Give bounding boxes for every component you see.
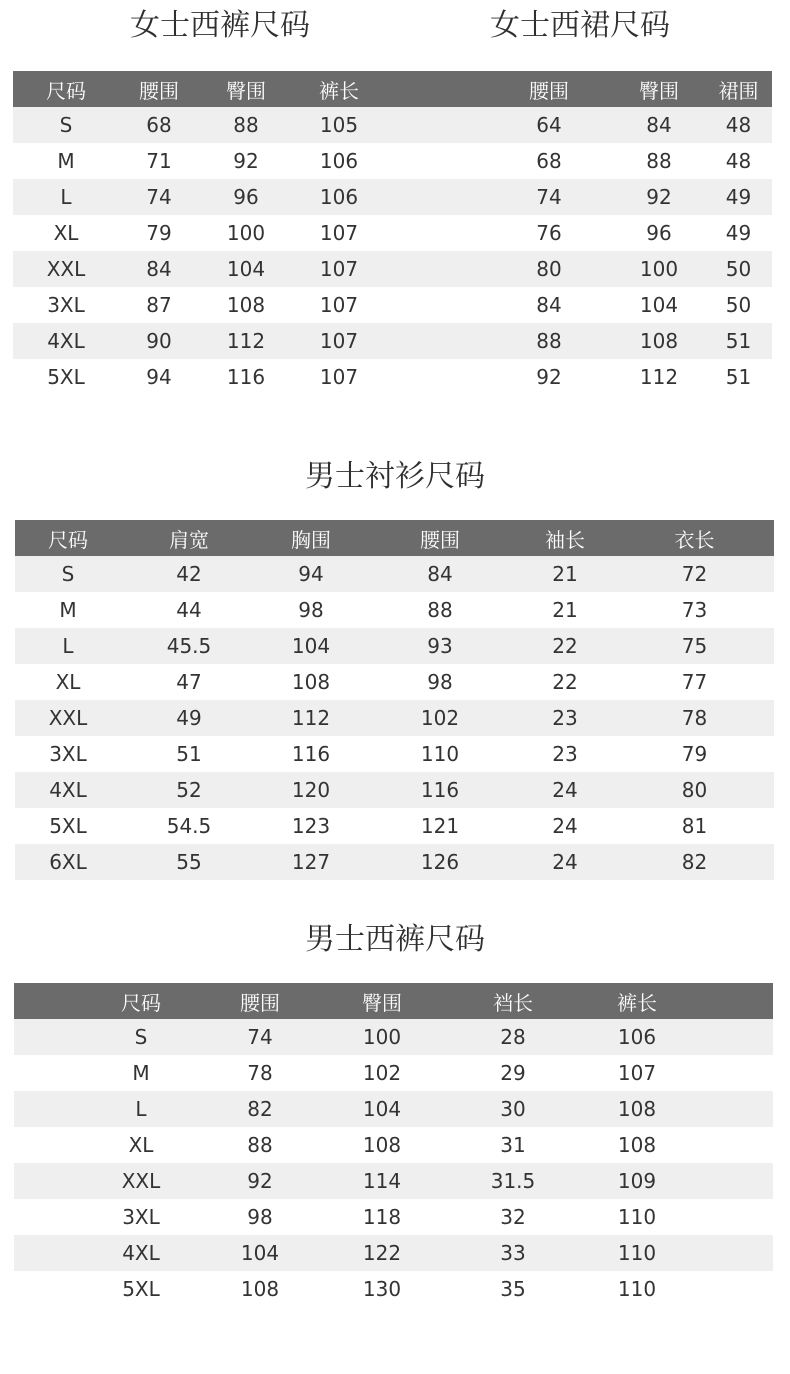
table-cell: 108: [199, 287, 293, 323]
table-cell: 106: [293, 179, 385, 215]
table-cell: 88: [199, 107, 293, 143]
header-cell: 腰围: [208, 983, 312, 1019]
table-row: [15, 736, 774, 772]
women-skirt-title: 女士西裙尺码: [490, 8, 670, 43]
table-cell: [700, 1235, 773, 1271]
table-cell: 74: [485, 179, 613, 215]
table-cell: 110: [574, 1271, 700, 1307]
women-table-header: [13, 71, 772, 107]
table-cell: [700, 1127, 773, 1163]
table-cell: 21: [515, 592, 615, 628]
table-cell: [700, 1019, 773, 1055]
table-cell: 50: [705, 251, 772, 287]
table-cell: 51: [121, 736, 257, 772]
table-cell: 50: [705, 287, 772, 323]
table-cell: 32: [452, 1199, 574, 1235]
table-cell: 75: [615, 628, 774, 664]
header-cell: 裤长: [574, 983, 700, 1019]
table-cell: [385, 143, 485, 179]
header-cell: 臀围: [312, 983, 452, 1019]
table-cell: 107: [293, 323, 385, 359]
table-cell: [14, 1055, 74, 1091]
table-cell: [700, 1199, 773, 1235]
table-row: [15, 664, 774, 700]
table-cell: XXL: [74, 1163, 208, 1199]
table-cell: 51: [705, 323, 772, 359]
table-cell: 47: [121, 664, 257, 700]
table-cell: 4XL: [15, 772, 121, 808]
women-size-table: [13, 71, 772, 395]
table-cell: 98: [208, 1199, 312, 1235]
table-cell: 114: [312, 1163, 452, 1199]
table-row: [14, 1019, 773, 1055]
table-cell: 52: [121, 772, 257, 808]
table-cell: XXL: [13, 251, 119, 287]
table-cell: XL: [15, 664, 121, 700]
table-cell: 102: [365, 700, 515, 736]
table-cell: 107: [574, 1055, 700, 1091]
table-cell: 88: [208, 1127, 312, 1163]
table-cell: [700, 1163, 773, 1199]
table-cell: [385, 215, 485, 251]
table-cell: 35: [452, 1271, 574, 1307]
table-cell: 81: [615, 808, 774, 844]
table-row: [13, 215, 772, 251]
table-cell: 112: [257, 700, 365, 736]
table-cell: 80: [485, 251, 613, 287]
table-cell: 71: [119, 143, 199, 179]
table-cell: 106: [293, 143, 385, 179]
table-cell: [385, 251, 485, 287]
table-cell: 104: [199, 251, 293, 287]
table-cell: 88: [485, 323, 613, 359]
table-row: [14, 1127, 773, 1163]
table-row: [14, 1271, 773, 1307]
table-cell: 74: [119, 179, 199, 215]
table-row: [13, 107, 772, 143]
table-cell: 31.5: [452, 1163, 574, 1199]
table-row: [14, 1199, 773, 1235]
table-cell: 92: [485, 359, 613, 395]
table-cell: 80: [615, 772, 774, 808]
table-cell: [700, 1271, 773, 1307]
table-cell: [385, 107, 485, 143]
table-cell: XL: [74, 1127, 208, 1163]
table-cell: 84: [365, 556, 515, 592]
table-cell: XL: [13, 215, 119, 251]
table-cell: 106: [574, 1019, 700, 1055]
table-cell: 82: [615, 844, 774, 880]
table-cell: 116: [365, 772, 515, 808]
table-cell: 108: [208, 1271, 312, 1307]
header-cell: 尺码: [74, 983, 208, 1019]
table-cell: 22: [515, 628, 615, 664]
table-cell: 94: [119, 359, 199, 395]
table-cell: 33: [452, 1235, 574, 1271]
table-cell: 74: [208, 1019, 312, 1055]
header-cell: 裤长: [293, 71, 385, 107]
header-cell: 肩宽: [121, 520, 257, 556]
table-cell: 24: [515, 844, 615, 880]
table-cell: S: [15, 556, 121, 592]
table-cell: 4XL: [13, 323, 119, 359]
table-cell: 112: [199, 323, 293, 359]
table-cell: 88: [365, 592, 515, 628]
table-cell: [385, 179, 485, 215]
table-cell: 64: [485, 107, 613, 143]
women-pants-title: 女士西裤尺码: [130, 8, 310, 43]
table-cell: 104: [613, 287, 705, 323]
table-cell: 5XL: [15, 808, 121, 844]
table-cell: 93: [365, 628, 515, 664]
table-row: [13, 323, 772, 359]
header-cell: 臀围: [199, 71, 293, 107]
table-cell: 110: [365, 736, 515, 772]
table-cell: 78: [615, 700, 774, 736]
table-cell: 121: [365, 808, 515, 844]
table-cell: 49: [705, 179, 772, 215]
table-cell: 23: [515, 736, 615, 772]
men-shirt-title: 男士衬衫尺码: [305, 459, 485, 494]
table-cell: 68: [119, 107, 199, 143]
table-cell: XXL: [15, 700, 121, 736]
table-cell: 92: [199, 143, 293, 179]
table-cell: 107: [293, 359, 385, 395]
header-cell: 尺码: [15, 520, 121, 556]
table-cell: 48: [705, 107, 772, 143]
table-cell: S: [13, 107, 119, 143]
table-cell: 79: [119, 215, 199, 251]
header-cell: 裙围: [705, 71, 772, 107]
table-cell: [14, 1199, 74, 1235]
table-row: [15, 808, 774, 844]
table-cell: 84: [119, 251, 199, 287]
table-row: [13, 251, 772, 287]
table-cell: 108: [574, 1127, 700, 1163]
table-cell: 110: [574, 1235, 700, 1271]
table-cell: L: [15, 628, 121, 664]
table-cell: 105: [293, 107, 385, 143]
table-cell: 77: [615, 664, 774, 700]
header-cell: 袖长: [515, 520, 615, 556]
table-cell: 104: [208, 1235, 312, 1271]
table-row: [14, 1091, 773, 1127]
table-cell: 84: [485, 287, 613, 323]
table-cell: 110: [574, 1199, 700, 1235]
table-cell: 29: [452, 1055, 574, 1091]
table-cell: L: [13, 179, 119, 215]
header-cell: [385, 71, 485, 107]
table-cell: 100: [613, 251, 705, 287]
table-cell: 96: [199, 179, 293, 215]
header-cell: 尺码: [13, 71, 119, 107]
table-cell: 90: [119, 323, 199, 359]
table-cell: [14, 1235, 74, 1271]
table-cell: 76: [485, 215, 613, 251]
table-cell: 84: [613, 107, 705, 143]
table-cell: 5XL: [13, 359, 119, 395]
table-cell: 92: [208, 1163, 312, 1199]
table-cell: [14, 1163, 74, 1199]
table-row: [14, 1163, 773, 1199]
table-cell: 3XL: [15, 736, 121, 772]
header-cell: 胸围: [257, 520, 365, 556]
table-cell: L: [74, 1091, 208, 1127]
table-row: [15, 772, 774, 808]
table-cell: [385, 359, 485, 395]
table-cell: 44: [121, 592, 257, 628]
table-cell: 127: [257, 844, 365, 880]
table-cell: 28: [452, 1019, 574, 1055]
table-cell: [700, 1091, 773, 1127]
table-row: [15, 592, 774, 628]
header-cell: [700, 983, 773, 1019]
header-cell: 腰围: [485, 71, 613, 107]
table-cell: 72: [615, 556, 774, 592]
table-cell: 31: [452, 1127, 574, 1163]
table-cell: 108: [257, 664, 365, 700]
table-cell: 6XL: [15, 844, 121, 880]
table-cell: 3XL: [13, 287, 119, 323]
table-cell: 4XL: [74, 1235, 208, 1271]
table-cell: 22: [515, 664, 615, 700]
table-cell: 5XL: [74, 1271, 208, 1307]
table-cell: 108: [613, 323, 705, 359]
table-cell: 108: [312, 1127, 452, 1163]
table-cell: 48: [705, 143, 772, 179]
header-cell: 腰围: [365, 520, 515, 556]
table-cell: [385, 287, 485, 323]
table-cell: 102: [312, 1055, 452, 1091]
table-cell: 78: [208, 1055, 312, 1091]
table-cell: 73: [615, 592, 774, 628]
table-cell: 98: [365, 664, 515, 700]
table-cell: [385, 323, 485, 359]
table-cell: 107: [293, 215, 385, 251]
table-cell: 94: [257, 556, 365, 592]
table-cell: 3XL: [74, 1199, 208, 1235]
table-cell: 118: [312, 1199, 452, 1235]
table-cell: [14, 1091, 74, 1127]
table-cell: M: [13, 143, 119, 179]
table-cell: 68: [485, 143, 613, 179]
table-cell: 96: [613, 215, 705, 251]
table-cell: 122: [312, 1235, 452, 1271]
table-cell: 107: [293, 287, 385, 323]
men-shirt-table: [15, 520, 774, 880]
table-cell: 54.5: [121, 808, 257, 844]
table-cell: 79: [615, 736, 774, 772]
men-pants-title: 男士西裤尺码: [305, 922, 485, 957]
table-cell: 120: [257, 772, 365, 808]
table-cell: [14, 1127, 74, 1163]
table-cell: 49: [121, 700, 257, 736]
table-cell: 100: [199, 215, 293, 251]
table-cell: 88: [613, 143, 705, 179]
header-cell: 衣长: [615, 520, 774, 556]
men-pants-table-header: [14, 983, 773, 1019]
table-cell: 109: [574, 1163, 700, 1199]
men-pants-table: [14, 983, 773, 1307]
header-cell: 裆长: [452, 983, 574, 1019]
table-cell: 126: [365, 844, 515, 880]
table-cell: 98: [257, 592, 365, 628]
table-cell: 130: [312, 1271, 452, 1307]
table-cell: 104: [257, 628, 365, 664]
table-cell: 100: [312, 1019, 452, 1055]
table-cell: 30: [452, 1091, 574, 1127]
table-row: [15, 700, 774, 736]
table-cell: 45.5: [121, 628, 257, 664]
table-cell: 116: [199, 359, 293, 395]
table-cell: 24: [515, 808, 615, 844]
header-cell: 臀围: [613, 71, 705, 107]
table-cell: 87: [119, 287, 199, 323]
table-cell: 49: [705, 215, 772, 251]
table-cell: M: [74, 1055, 208, 1091]
table-cell: 92: [613, 179, 705, 215]
table-row: [14, 1235, 773, 1271]
table-cell: [700, 1055, 773, 1091]
table-cell: 82: [208, 1091, 312, 1127]
table-row: [15, 844, 774, 880]
header-cell: 腰围: [119, 71, 199, 107]
table-cell: 42: [121, 556, 257, 592]
men-shirt-table-header: [15, 520, 774, 556]
table-cell: 112: [613, 359, 705, 395]
header-cell: [14, 983, 74, 1019]
table-cell: 104: [312, 1091, 452, 1127]
table-cell: 24: [515, 772, 615, 808]
table-cell: 23: [515, 700, 615, 736]
table-cell: 116: [257, 736, 365, 772]
table-cell: 55: [121, 844, 257, 880]
table-row: [13, 143, 772, 179]
table-cell: [14, 1271, 74, 1307]
table-cell: S: [74, 1019, 208, 1055]
table-row: [13, 179, 772, 215]
table-cell: 21: [515, 556, 615, 592]
table-row: [13, 287, 772, 323]
table-row: [15, 556, 774, 592]
table-cell: 108: [574, 1091, 700, 1127]
table-cell: [14, 1019, 74, 1055]
table-cell: 107: [293, 251, 385, 287]
table-row: [14, 1055, 773, 1091]
table-cell: 123: [257, 808, 365, 844]
table-row: [15, 628, 774, 664]
table-cell: M: [15, 592, 121, 628]
table-cell: 51: [705, 359, 772, 395]
table-row: [13, 359, 772, 395]
